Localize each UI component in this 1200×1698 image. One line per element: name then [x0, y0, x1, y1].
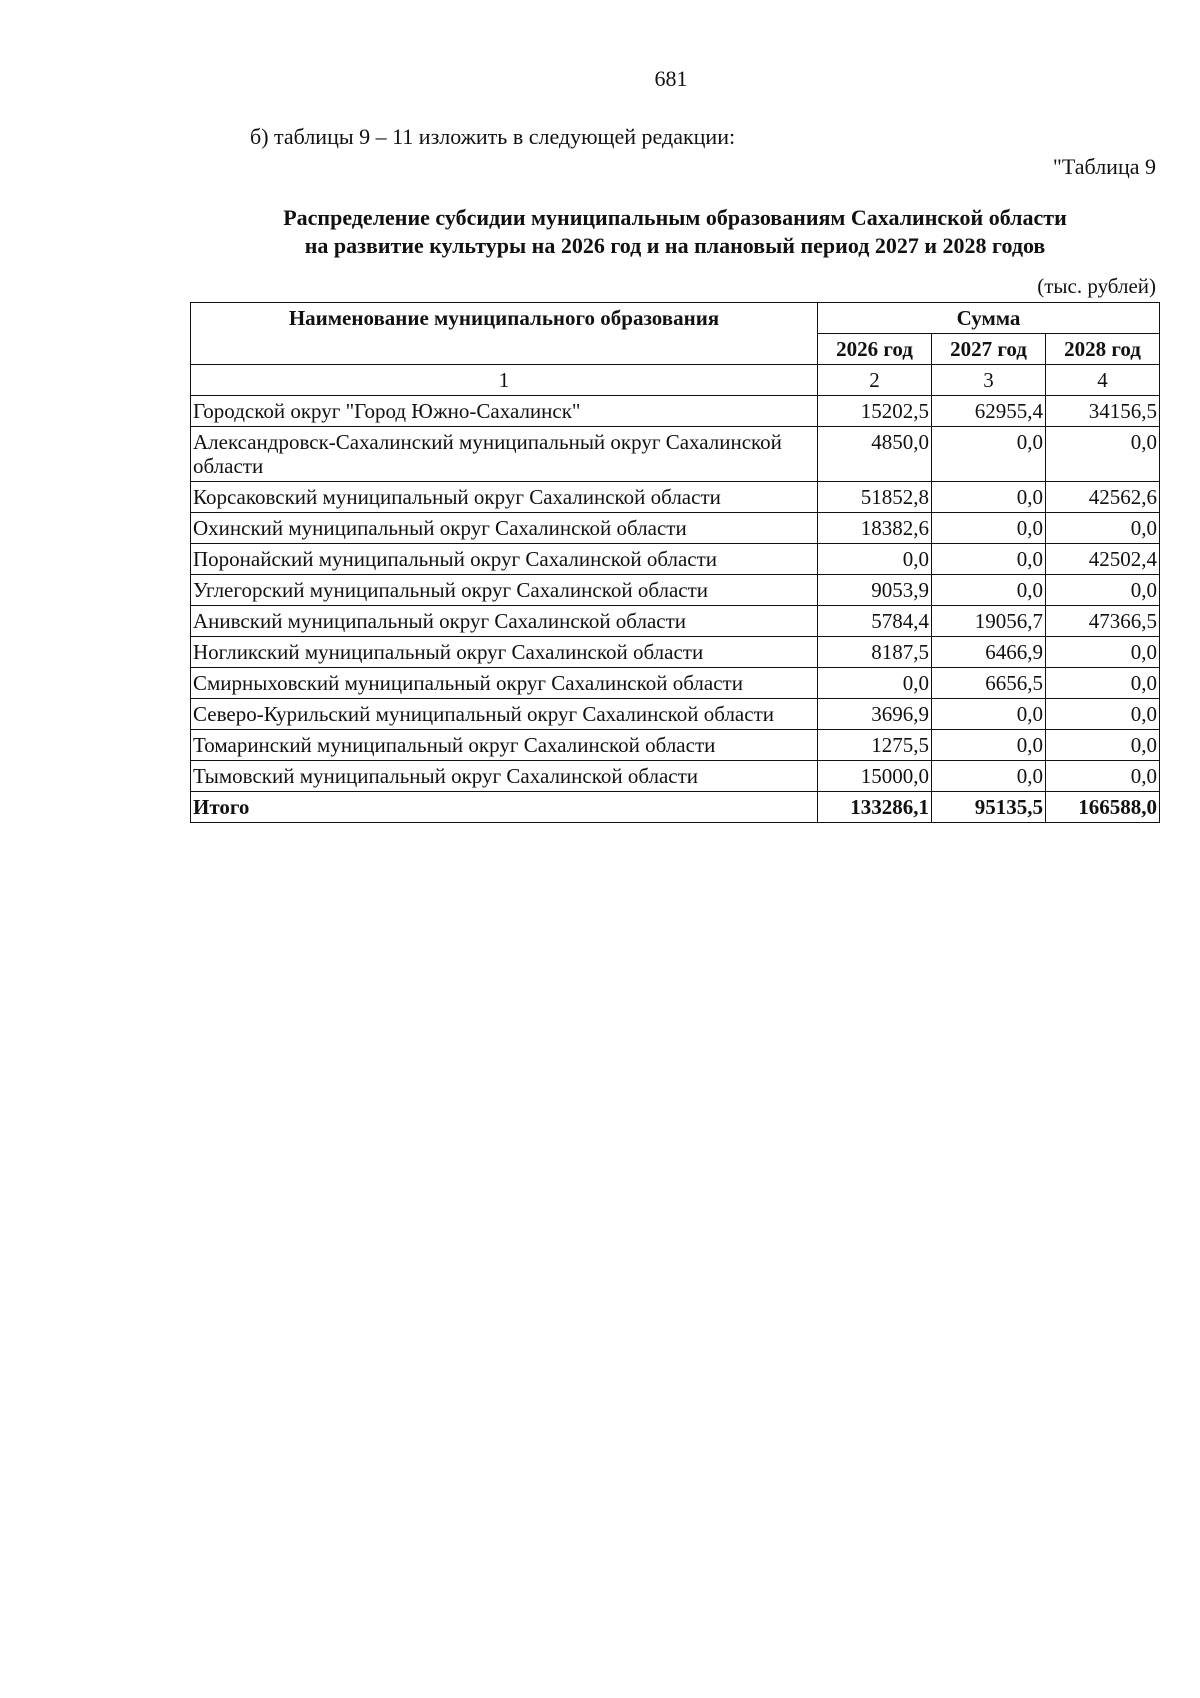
municipality-name: Охинский муниципальный округ Сахалинской области — [191, 513, 818, 544]
total-2027: 95135,5 — [932, 792, 1046, 823]
total-label: Итого — [191, 792, 818, 823]
amount-2028: 0,0 — [1046, 761, 1160, 792]
amount-2026: 0,0 — [818, 544, 932, 575]
table-row — [191, 637, 1160, 668]
municipality-name: Смирныховский муниципальный округ Сахалинской области — [191, 668, 818, 699]
amount-2027: 0,0 — [932, 761, 1046, 792]
amount-2026: 1275,5 — [818, 730, 932, 761]
table-row — [191, 513, 1160, 544]
table-row — [191, 544, 1160, 575]
column-index-row — [191, 365, 1160, 396]
table-label: "Таблица 9 — [1052, 154, 1156, 179]
units-label: (тыс. рублей) — [1037, 274, 1156, 298]
municipality-name: Углегорский муниципальный округ Сахалинской области — [191, 575, 818, 606]
total-2026: 133286,1 — [818, 792, 932, 823]
amount-2026: 5784,4 — [818, 606, 932, 637]
table-row — [191, 699, 1160, 730]
amount-2026: 18382,6 — [818, 513, 932, 544]
intro-text: б) таблицы 9 – 11 изложить в следующей редакции: — [250, 124, 736, 149]
table-row — [191, 427, 1160, 482]
amount-2028: 0,0 — [1046, 575, 1160, 606]
municipality-name: Корсаковский муниципальный округ Сахалинской области — [191, 482, 818, 513]
amount-2026: 8187,5 — [818, 637, 932, 668]
municipality-name: Тымовский муниципальный округ Сахалинской области — [191, 761, 818, 792]
total-row — [191, 792, 1160, 823]
total-2028: 166588,0 — [1046, 792, 1160, 823]
amount-2028: 34156,5 — [1046, 396, 1160, 427]
municipality-name: Томаринский муниципальный округ Сахалинской области — [191, 730, 818, 761]
table-row — [191, 668, 1160, 699]
header-name-column: Наименование муниципального образования — [191, 303, 818, 365]
amount-2028: 47366,5 — [1046, 606, 1160, 637]
amount-2028: 42502,4 — [1046, 544, 1160, 575]
municipality-name: Северо-Курильский муниципальный округ Сахалинской области — [191, 699, 818, 730]
amount-2027: 62955,4 — [932, 396, 1046, 427]
header-year-2026: 2026 год — [818, 334, 932, 365]
amount-2026: 51852,8 — [818, 482, 932, 513]
table-row — [191, 575, 1160, 606]
amount-2027: 0,0 — [932, 544, 1046, 575]
amount-2028: 42562,6 — [1046, 482, 1160, 513]
amount-2027: 0,0 — [932, 482, 1046, 513]
header-year-2028: 2028 год — [1046, 334, 1160, 365]
title-line-2: на развитие культуры на 2026 год и на плановый период 2027 и 2028 годов — [304, 233, 1046, 258]
amount-2027: 0,0 — [932, 575, 1046, 606]
column-index: 4 — [1046, 365, 1160, 396]
municipality-name: Александровск-Сахалинский муниципальный округ Сахалинской области — [191, 427, 818, 482]
column-index: 3 — [932, 365, 1046, 396]
amount-2027: 19056,7 — [932, 606, 1046, 637]
header-sum-group: Сумма — [818, 303, 1160, 334]
municipality-name: Анивский муниципальный округ Сахалинской области — [191, 606, 818, 637]
header-row — [191, 303, 1160, 334]
amount-2026: 3696,9 — [818, 699, 932, 730]
amount-2026: 15000,0 — [818, 761, 932, 792]
table-row — [191, 606, 1160, 637]
amount-2028: 0,0 — [1046, 730, 1160, 761]
amount-2027: 6656,5 — [932, 668, 1046, 699]
amount-2027: 6466,9 — [932, 637, 1046, 668]
amount-2027: 0,0 — [932, 427, 1046, 482]
amount-2026: 9053,9 — [818, 575, 932, 606]
title-line-1: Распределение субсидии муниципальным образованиям Сахалинской области — [283, 205, 1067, 230]
amount-2026: 4850,0 — [818, 427, 932, 482]
municipality-name: Городской округ "Город Южно-Сахалинск" — [191, 396, 818, 427]
amount-2028: 0,0 — [1046, 427, 1160, 482]
amount-2026: 15202,5 — [818, 396, 932, 427]
table-row — [191, 482, 1160, 513]
subsidy-table — [190, 302, 1160, 823]
municipality-name: Ногликский муниципальный округ Сахалинской области — [191, 637, 818, 668]
table-row — [191, 730, 1160, 761]
amount-2027: 0,0 — [932, 513, 1046, 544]
amount-2027: 0,0 — [932, 699, 1046, 730]
column-index: 2 — [818, 365, 932, 396]
column-index: 1 — [191, 365, 818, 396]
table-row — [191, 761, 1160, 792]
amount-2028: 0,0 — [1046, 513, 1160, 544]
amount-2028: 0,0 — [1046, 637, 1160, 668]
amount-2028: 0,0 — [1046, 668, 1160, 699]
header-year-2027: 2027 год — [932, 334, 1046, 365]
table-row — [191, 396, 1160, 427]
amount-2026: 0,0 — [818, 668, 932, 699]
municipality-name: Поронайский муниципальный округ Сахалинской области — [191, 544, 818, 575]
page-number: 681 — [654, 66, 688, 91]
amount-2028: 0,0 — [1046, 699, 1160, 730]
document-title — [190, 204, 1160, 260]
amount-2027: 0,0 — [932, 730, 1046, 761]
